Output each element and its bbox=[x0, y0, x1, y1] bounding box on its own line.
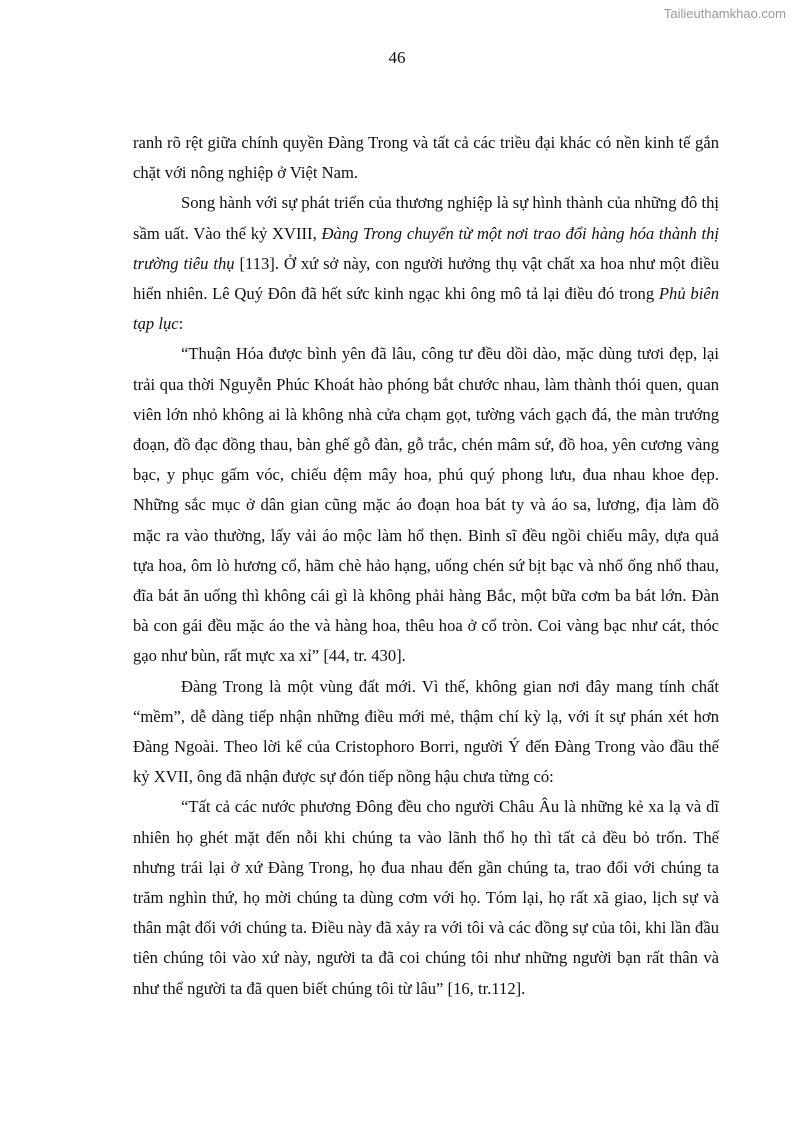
paragraph-continuation: ranh rõ rệt giữa chính quyền Đàng Trong và tất cả các triều đại khác có nền kinh tế gắn chặt với nông nghiệp ở Việt Nam. bbox=[133, 133, 719, 183]
paragraph-text: Song hành với sự phát triển của thương nghiệp là sự hình thành của những đô thị sầm uất. Vào thế kỷ XVIII, bbox=[133, 193, 719, 243]
page-number: 46 bbox=[388, 48, 406, 67]
watermark: Tailieuthamkhao.com bbox=[663, 6, 786, 21]
paragraph-text: : bbox=[178, 314, 184, 334]
paragraph-dang-trong: Đàng Trong là một vùng đất mới. Vì thế, không gian nơi đây mang tính chất “mềm”, dễ dàng tiếp nhận những điều mới mẻ, thậm chí kỳ lạ, với ít sự phán xét hơn Đàng Ngoài. Theo lời kể của Cristophoro Borri, người Ý đến Đàng Trong vào đầu thế kỷ XVII, ông đã nhận được sự đón tiếp nồng hậu chưa từng có: bbox=[133, 676, 719, 787]
document-body bbox=[133, 128, 719, 1004]
quote-thuan-hoa: “Thuận Hóa được bình yên đã lâu, công tư đều dồi dào, mặc dùng tươi đẹp, lại trải qua thời Nguyễn Phúc Khoát hào phóng bắt chước nhau, làm thành thói quen, quan viên lớn nhỏ không ai là không nhà cửa chạm gọt, tường vách gạch đá, the màn trướng đoạn, đồ đạc đồng thau, bàn ghế gỗ đàn, gỗ trắc, chén mâm sứ, đồ hoa, yên cương vàng bạc, y phục gấm vóc, chiếu đệm mây hoa, phú quý phong lưu, đua nhau khoe đẹp. Những sắc mục ở dân gian cũng mặc áo đoạn hoa bát ty và áo sa, lương, địa làm đồ mặc ra vào thường, lấy vải áo mộc làm hổ thẹn. Binh sĩ đều ngồi chiếu mây, dựa quả tựa hoa, ôm lò hương cổ, hãm chè hảo hạng, uống chén sứ bịt bạc và nhổ ống nhổ thau, đĩa bát ăn uống thì không cái gì là không phải hàng Bắc, một bữa cơm ba bát lớn. Đàn bà con gái đều mặc áo the và hàng hoa, thêu hoa ở cổ tròn. Coi vàng bạc như cát, thóc gạo như bùn, rất mực xa xỉ” [44, tr. 430]. bbox=[133, 344, 719, 666]
italic-phrase: Đàng Trong chuyển từ một nơi trao đổi hàng hóa thành thị trường tiêu thụ bbox=[133, 223, 719, 273]
paragraph-urban-development bbox=[133, 188, 719, 339]
paragraph-text: [113]. Ở xứ sở này, con người hưởng thụ vật chất xa hoa như một điều hiển nhiên. Lê Quý Đôn đã hết sức kinh ngạc khi ông mô tả lại điều đó trong bbox=[133, 253, 719, 304]
book-title: Phủ biên tạp lục bbox=[133, 284, 719, 334]
quote-borri: “Tất cả các nước phương Đông đều cho người Châu Âu là những kẻ xa lạ và dĩ nhiên họ ghét mặt đến nỗi khi chúng ta vào lãnh thổ họ thì tất cả đều bỏ trốn. Thế nhưng trái lại ở xứ Đàng Trong, họ đua nhau đến gần chúng ta, trao đổi với chúng ta trăm nghìn thứ, họ mời chúng ta dùng cơm với họ. Tóm lại, họ rất xã giao, lịch sự và thân mật đối với chúng ta. Điều này đã xảy ra với tôi và các đồng sự của tôi, khi lần đầu tiên chúng tôi vào xứ này, người ta đã coi chúng tôi như những người bạn rất thân và như thể người ta đã quen biết chúng tôi từ lâu” [16, tr.112]. bbox=[133, 797, 719, 998]
